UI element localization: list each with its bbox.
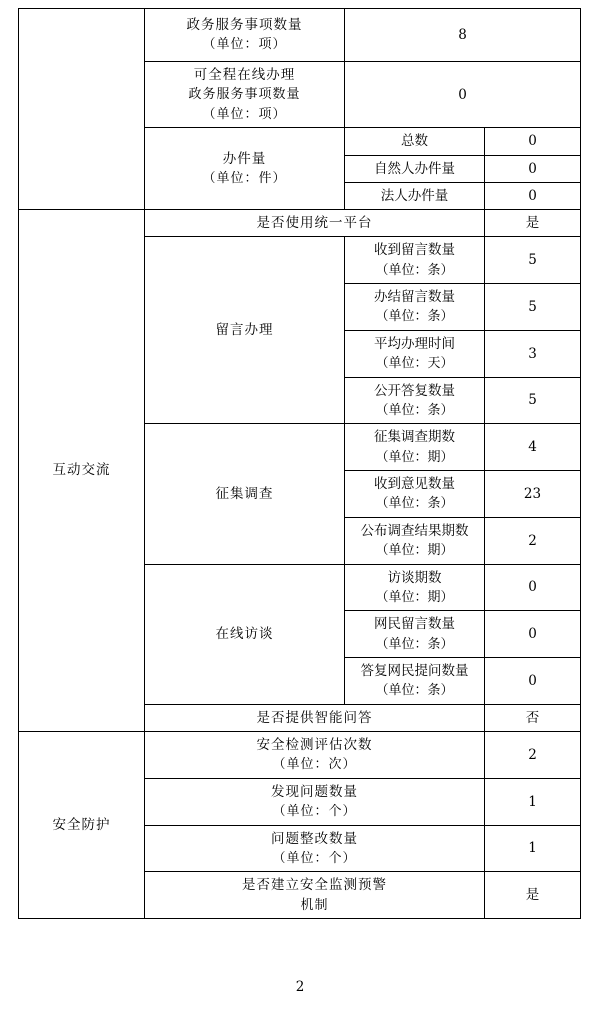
value-cell: 0: [485, 128, 581, 155]
item-unit: （单位：个）: [272, 850, 357, 866]
item-unit: （单位：件）: [202, 171, 287, 186]
sub-label-cell: [345, 424, 485, 471]
sub-label: 征集调查期数: [374, 429, 455, 446]
item-unit: （单位：项）: [202, 37, 287, 53]
value-cell: 4: [485, 424, 581, 471]
value-cell: 否: [485, 704, 581, 731]
item-label: 安全检测评估次数: [256, 737, 373, 753]
value-cell: 0: [485, 611, 581, 658]
item-cell: 征集调查: [145, 424, 345, 564]
sub-label: 答复网民提问数量: [360, 663, 469, 679]
value-cell: 1: [485, 778, 581, 825]
page-number: 2: [295, 979, 305, 995]
item-cell: [145, 872, 485, 919]
document-page: [0, 8, 600, 1019]
government-service-report-table: [18, 8, 581, 919]
item-cell: [145, 128, 345, 210]
sub-label-cell: [345, 658, 485, 705]
sub-label-cell: 法人办件量: [345, 182, 485, 209]
item-unit: （单位：个）: [272, 804, 357, 819]
value-cell: 0: [485, 182, 581, 209]
value-cell: 0: [485, 564, 581, 611]
sub-label: 收到留言数量: [374, 242, 455, 259]
table-row: [19, 210, 581, 237]
sub-label-cell: [345, 284, 485, 331]
sub-label-cell: [345, 564, 485, 611]
value-cell: 5: [485, 377, 581, 424]
sub-label-cell: [345, 330, 485, 377]
sub-unit: （单位：条）: [375, 309, 454, 325]
sub-unit: （单位：条）: [375, 262, 454, 278]
sub-label: 访谈期数: [387, 569, 442, 586]
value-cell: 5: [485, 284, 581, 331]
value-cell: 23: [485, 471, 581, 518]
sub-label: 公开答复数量: [374, 382, 455, 399]
category-cell-security: 安全防护: [19, 732, 145, 919]
value-cell: 5: [485, 237, 581, 284]
table-row: [19, 9, 581, 62]
sub-label: 公布调查结果期数: [360, 522, 469, 539]
value-cell: 1: [485, 825, 581, 872]
item-label: 政务服务事项数量: [186, 17, 303, 34]
item-label: 办件量: [222, 150, 267, 167]
item-label: 发现问题数量: [271, 783, 358, 800]
item-label: 可全程在线办理: [193, 67, 296, 83]
sub-label: 办结留言数量: [374, 289, 455, 305]
sub-label-cell: [345, 377, 485, 424]
item-cell: 是否使用统一平台: [145, 210, 485, 237]
item-cell: [145, 9, 345, 62]
item-cell: 在线访谈: [145, 564, 345, 704]
item-unit: （单位：项）: [202, 106, 287, 122]
value-cell: 0: [485, 658, 581, 705]
sub-label-cell: [345, 611, 485, 658]
sub-label-cell: 总数: [345, 128, 485, 155]
value-cell: 8: [345, 9, 581, 62]
sub-label-cell: [345, 237, 485, 284]
category-cell-top-empty: [19, 9, 145, 210]
value-cell: 2: [485, 517, 581, 564]
value-cell: 是: [485, 872, 581, 919]
sub-unit: （单位：期）: [375, 589, 454, 605]
sub-label-cell: [345, 517, 485, 564]
item-unit: （单位：次）: [272, 757, 357, 773]
sub-unit: （单位：条）: [375, 496, 454, 512]
category-cell-interaction: 互动交流: [19, 210, 145, 732]
sub-unit: （单位：期）: [375, 543, 454, 558]
value-cell: 2: [485, 732, 581, 779]
item-label: 问题整改数量: [271, 830, 358, 847]
value-cell: 3: [485, 330, 581, 377]
value-cell: 0: [485, 155, 581, 182]
item-cell: [145, 825, 485, 872]
item-cell: 是否提供智能问答: [145, 704, 485, 731]
sub-unit: （单位：条）: [375, 683, 454, 699]
value-cell: 0: [345, 62, 581, 128]
item-label-line2: 机制: [300, 897, 329, 913]
table-row: [19, 732, 581, 779]
sub-label: 收到意见数量: [374, 476, 455, 492]
item-cell: [145, 778, 485, 825]
item-cell: [145, 62, 345, 128]
sub-label: 网民留言数量: [374, 616, 455, 633]
sub-label: 平均办理时间: [374, 335, 455, 352]
item-cell: [145, 732, 485, 779]
item-label-line2: 政务服务事项数量: [188, 87, 301, 103]
item-label: 是否建立安全监测预警: [242, 877, 387, 894]
sub-unit: （单位：条）: [375, 636, 454, 652]
sub-unit: （单位：条）: [375, 402, 454, 418]
item-cell: 留言办理: [145, 237, 345, 424]
sub-unit: （单位：天）: [375, 356, 454, 371]
sub-label-cell: [345, 471, 485, 518]
value-cell: 是: [485, 210, 581, 237]
sub-label-cell: 自然人办件量: [345, 155, 485, 182]
sub-unit: （单位：期）: [375, 449, 454, 465]
